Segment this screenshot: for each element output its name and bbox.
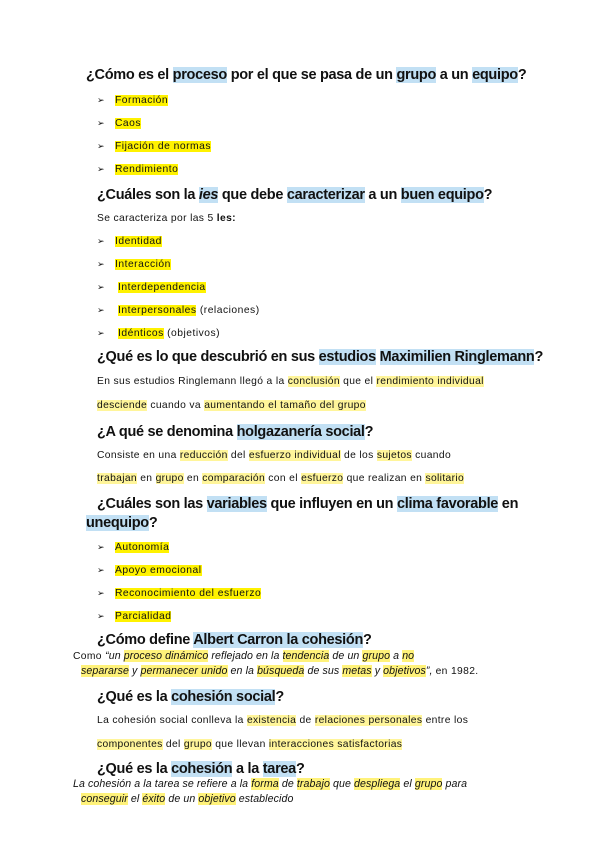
heading-cohesion-tarea: ¿Qué es la cohesión a la tarea? [97,761,305,777]
arrow-bullet-icon: ➢ [97,118,106,128]
paragraph-line: Consiste en una reducción del esfuerzo individual de los sujetos cuando [97,450,452,461]
heading-clima-favorable-cont: unequipo? [86,515,158,531]
arrow-bullet-icon: ➢ [97,305,106,315]
arrow-bullet-icon: ➢ [97,542,106,552]
arrow-bullet-icon: ➢ [97,588,106,598]
definition-line: conseguir el éxito de un objetivo establecido [81,793,294,805]
arrow-bullet-icon: ➢ [97,164,106,174]
heading-ringlemann: ¿Qué es lo que descubrió en sus estudios Maximilien Ringlemann? [97,349,544,365]
arrow-bullet-icon: ➢ [97,611,106,621]
heading-ies-buen-equipo: ¿Cuáles son la ies que debe caracterizar a un buen equipo? [97,187,493,203]
list-item: ➢ Autonomía [97,542,170,553]
arrow-bullet-icon: ➢ [97,565,106,575]
list-item: ➢ Reconocimiento del esfuerzo [97,588,262,599]
list-item: ➢ Idénticos (objetivos) [97,328,221,339]
heading-holgazaneria-social: ¿A qué se denomina holgazanería social? [97,424,374,440]
definition-line: La cohesión a la tarea se refiere a la forma de trabajo que despliega el grupo para [73,778,468,790]
list-item: ➢ Interdependencia [97,282,206,293]
arrow-bullet-icon: ➢ [97,95,106,105]
list-item: ➢ Interpersonales (relaciones) [97,305,260,316]
intro-text: Se caracteriza por las 5 les: [97,213,236,224]
list-item: ➢ Apoyo emocional [97,565,202,576]
quote-line: Como “un proceso dinámico reflejado en la tendencia de un grupo a no [73,650,415,662]
paragraph-line: La cohesión social conlleva la existencia de relaciones personales entre los [97,715,469,726]
heading-clima-favorable: ¿Cuáles son las variables que influyen en un clima favorable en [97,496,519,512]
heading-cohesion-social: ¿Qué es la cohesión social? [97,689,284,705]
quote-line: separarse y permanecer unido en la búsqueda de sus metas y objetivos”, en 1982. [81,665,479,677]
paragraph-line: componentes del grupo que llevan interacciones satisfactorias [97,739,403,750]
arrow-bullet-icon: ➢ [97,282,106,292]
heading-albert-carron: ¿Cómo define Albert Carron la cohesión? [97,632,372,648]
list-item: ➢ Formación [97,95,169,106]
paragraph-line: trabajan en grupo en comparación con el esfuerzo que realizan en solitario [97,473,465,484]
list-item: ➢ Fijación de normas [97,141,211,152]
list-item: ➢ Identidad [97,236,162,247]
arrow-bullet-icon: ➢ [97,141,106,151]
list-item: ➢ Parcialidad [97,611,172,622]
list-item: ➢ Rendimiento [97,164,179,175]
heading-proceso-grupo-equipo: ¿Cómo es el proceso por el que se pasa de un grupo a un equipo? [86,67,527,83]
list-item: ➢ Interacción [97,259,171,270]
arrow-bullet-icon: ➢ [97,328,106,338]
list-item: ➢ Caos [97,118,142,129]
paragraph-line: En sus estudios Ringlemann llegó a la conclusión que el rendimiento individual [97,376,484,387]
arrow-bullet-icon: ➢ [97,236,106,246]
paragraph-line: desciende cuando va aumentando el tamaño del grupo [97,400,366,411]
arrow-bullet-icon: ➢ [97,259,106,269]
